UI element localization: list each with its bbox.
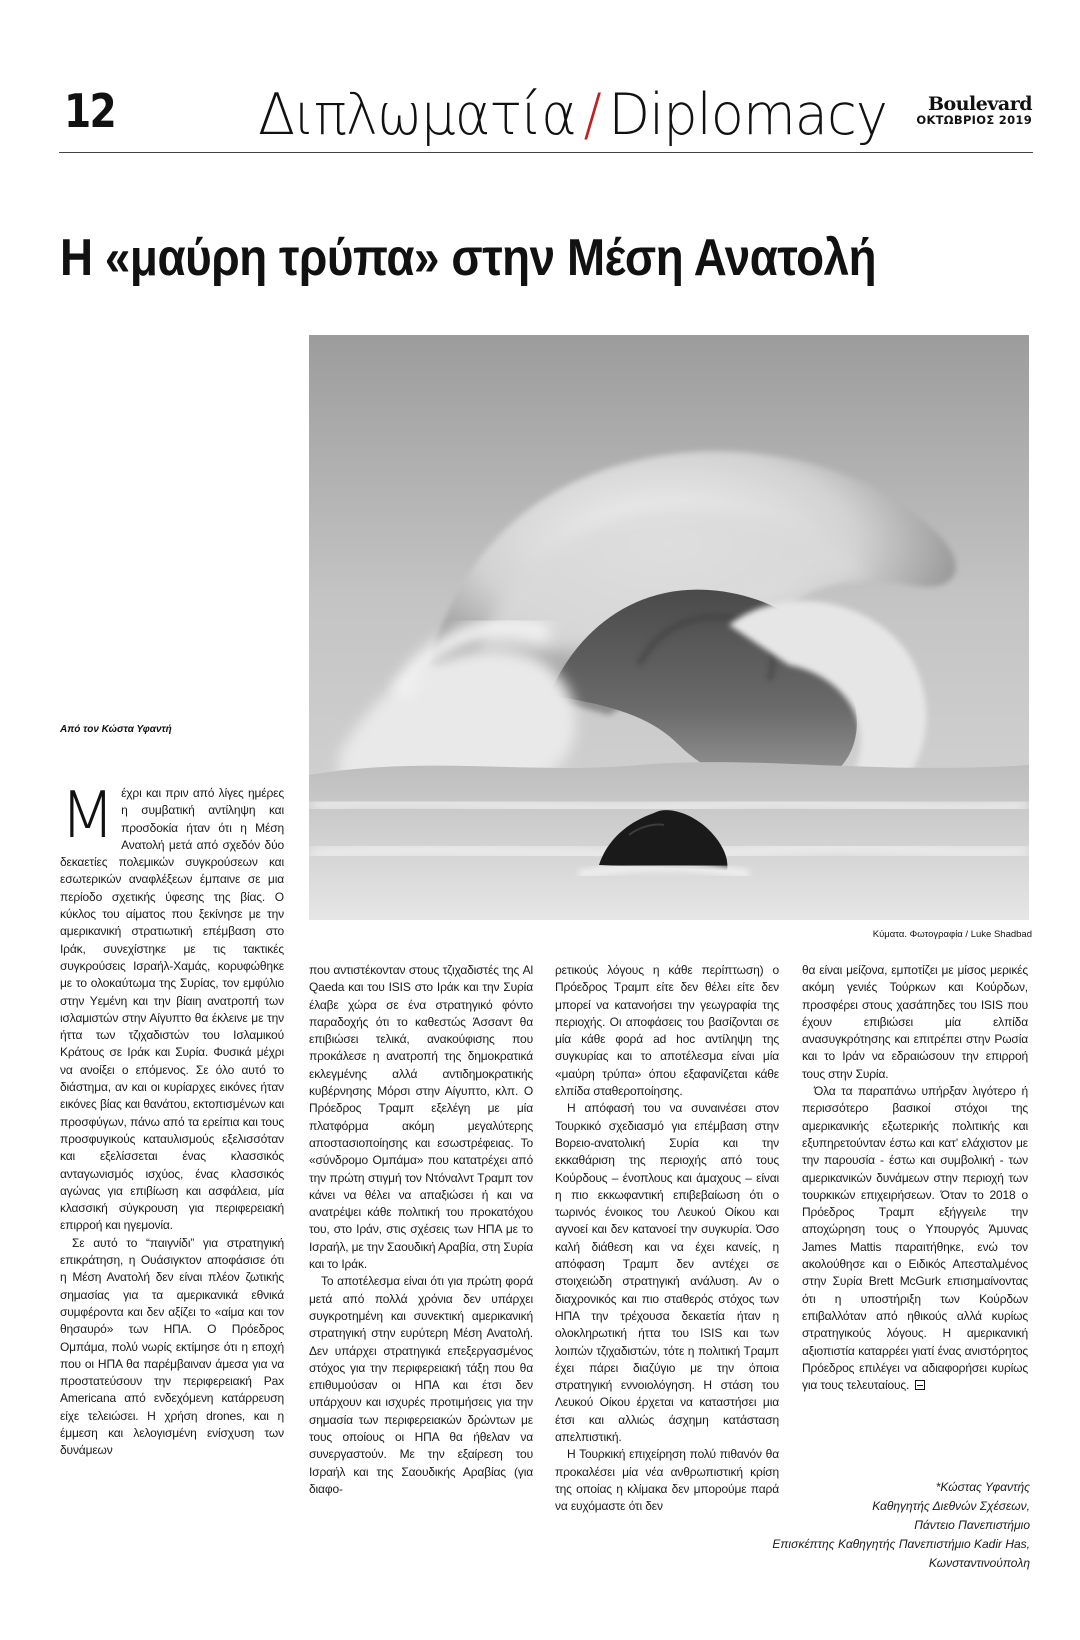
paragraph: έχρι και πριν από λίγες ημέρες η συμβατική αντίληψη και προσδοκία ήταν ότι η Μέση Ανατολή μετά από σχεδόν δύο δεκαετίες πολεμικών συγκρούσεων και εσωτερικών αναφλέξεων έμπαινε σε μια περίοδο σχετικής ύφεσης της βίας. Ο κύκλος του αίματος που ξεκίνησε με την αμερικανική στρατιωτική επέμβαση στο Ιράκ, συνεχίστηκε με τις τακτικές συγκρούσεις Ισραήλ-Χαμάς, κορυφώθηκε με το ολοκαύτωμα της Συρίας, τον εμφύλιο στην Υεμένη και την βίαιη ανατροπή των ισλαμιστών στην Αίγυπτο θα έκλεινε με την ήττα των τζιχαδιστών του Ισλαμικού Κράτους σε Ιράκ και Συρία. Φυσικά μέχρι να ανοίξει ο επόμενος. Σε όλο αυτό το διάστημα, αν και οι κυρίαρχες εικόνες ήταν εικόνες βίας και θανάτου, εκτοπισμένων και προσφύγων, πάνω από τα ερείπια και τους προσφυγικούς καταυλισμούς εξελισσόταν και εξελίσσεται ένας κλασσικός ανταγωνισμός ισχύος, ένας κλασσικός αγώνας για επιβίωση και ασφάλεια, μία κλασσική σύγκρουση για περιφερειακή επιρροή και ηγεμονία. <box>60 786 284 1233</box>
header-rule <box>59 152 1033 153</box>
author-visiting-affiliation: Επισκέπτης Καθηγητής Πανεπιστήμιο Kadir Has, Κωνσταντινούπολη <box>772 1537 1030 1570</box>
masthead <box>872 94 1032 127</box>
headline: Η «μαύρη τρύπα» στην Μέση Ανατολή <box>60 229 877 287</box>
paragraph: Η απόφασή του να συναινέσει στον Τουρκικό σχεδιασμό για επέμβαση στην Βορειο-ανατολική Συρία και την εκκαθάριση της περιοχής από τους Κούρδους – ένοπλους και άμαχους – είναι η πιο εκκωφαντική επιβεβαίωση ότι ο τωρινός ένοικος του Λευκού Οίκου και αγνοεί και δεν κατανοεί την συγκυρία. Όσο καλή διάθεση και να έχει κανείς, η απόφαση Τραμπ δεν αντέχει σε στοιχειώδη στρατηγική ανάλυση. Αν ο διαχρονικός και πιο σταθερός στόχος των ΗΠΑ την τρέχουσα δεκαετία ήταν η ολοκληρωτική ήττα του ISIS και των λοιπών τζιχαδιστών, τότε η πολιτική Τραμπ έχει πάρει διαζύγιο με την όποια στρατηγική εννοιολόγηση. Η στάση του Λευκού Οίκου έρχεται να καταστήσει μια έτσι και αλλιώς άσχημη κατάσταση απελπιστική. <box>555 1101 779 1445</box>
end-mark-icon <box>915 1380 925 1390</box>
author-signature <box>770 1478 1030 1573</box>
photo-caption: Κύματα. Φωτογραφία / Luke Shadbad <box>872 929 1032 940</box>
section-title-greek: Διπλωματία <box>258 82 576 148</box>
article-column-4 <box>802 962 1028 1394</box>
section-title-english: Diplomacy <box>608 82 887 148</box>
paragraph: θα είναι μείζονα, εμποτίζει με μίσος μερικές ακόμη γενιές Τούρκων και Κούρδων, προσφέρει στους χασάπηδες του ISIS που έχουν επιβιώσει μία ελπίδα ανασυγκρότησης και επιτρέπει στην Ρωσία και το Ιράν να εδραιώσουν την επιρροή τους στην Συρία. <box>802 963 1028 1081</box>
paragraph-text: Όλα τα παραπάνω υπήρξαν λιγότερο ή περισσότερο βασικοί στόχοι της αμερικανικής εξωτερικής πολιτικής και εξυπηρετούνταν έστω και κατ’ ελάχιστον με την παρουσία - έστω και συμβολική - των αμερικανικών δυνάμεων στην περιοχή των τουρκικών επιχειρήσεων. Όταν το 2018 ο Πρόεδρος Τραμπ εξήγγειλε την αποχώρηση τους ο Υπουργός Άμυνας James Mattis παραιτήθηκε, ενώ τον ακολούθησε και ο Ειδικός Απεσταλμένος στην Συρία Brett McGurk επισημαίνοντας ότι η υποστήριξη των Κούρδων επιβαλλόταν από ηθικούς αλλά κυρίως στρατηγικούς λόγους. Η αμερικανική αξιοπιστία καταρρέει γιατί ένας ανιστόρητος Πρόεδρος επιλέγει να αδιαφορήσει κυρίως για τους τελευταίους. <box>802 1084 1028 1393</box>
article-column-1 <box>60 779 284 1460</box>
paragraph: που αντιστέκονταν στους τζιχαδιστές της Al Qaeda και του ISIS στο Ιράκ και την Συρία έλαβε χώρα σε ένα στρατηγικό φόντο παραδοχής ότι το καθεστώς Άσσαντ θα επιβιώσει τελικά, ανακούφισης που προκάλεσε η ανατροπή της δημοκρατικά εκλεγμένης αλλά αντιδημοκρατικής κυβέρνησης Μόρσι στην Αίγυπτο, κλπ. Ο Πρόεδρος Τραμπ εξελέγη με μία πλατφόρμα ακόμη μεγαλύτερης αποστασιοποίησης και εσωστρέφειας. Το «σύνδρομο Ομπάμα» που κατατρέχει από την πρώτη στιγμή τον Ντόναλντ Τραμπ τον κάνει να θέλει να απαξιώσει ή και να ανατρέψει κάθε πολιτική του προκατόχου του, στο Ιράν, στις σχέσεις των ΗΠΑ με το Ισραήλ, με την Σαουδική Αραβία, στη Συρία και το Ιράκ. <box>309 963 533 1272</box>
paragraph: ρετικούς λόγους η κάθε περίπτωση) ο Πρόεδρος Τραμπ είτε δεν θέλει είτε δεν μπορεί να κατανοήσει την γεωγραφία της περιοχής. Οι αποφάσεις του βασίζονται σε μία κάθε φορά ad hoc αντίληψη της συγκυρίας και το αποτέλεσμα είναι μία «μαύρη τρύπα» όπου εξαφανίζεται κάθε ελπίδα σταθεροποίησης. <box>555 963 779 1099</box>
issue-date: ΟΚΤΩΒΡΙΟΣ 2019 <box>916 113 1032 127</box>
page-number: 12 <box>64 84 116 138</box>
article-column-3 <box>555 962 779 1516</box>
article-column-2 <box>309 962 533 1498</box>
paragraph <box>802 1083 1028 1394</box>
author-title: Καθηγητής Διεθνών Σχέσεων, <box>872 1499 1030 1513</box>
author-affiliation: Πάντειο Πανεπιστήμιο <box>914 1518 1030 1532</box>
author-name: *Κώστας Υφαντής <box>935 1480 1030 1494</box>
byline: Από τον Κώστα Υφαντή <box>60 723 172 735</box>
drop-cap: Μ <box>60 779 116 853</box>
paragraph: Το αποτέλεσμα είναι ότι για πρώτη φορά μετά από πολλά χρόνια δεν υπάρχει συγκροτημένη και συνεκτική αμερικανική στρατηγική στην ευρύτερη Μέση Ανατολή. Δεν υπάρχει στρατηγικά επεξεργασμένος στόχος για την περιφερειακή τάξη που θα επιθυμούσαν οι ΗΠΑ και έτσι δεν υπάρχουν και ισχυρές προτιμήσεις για την σημασία των περιφερειακών δρώντων με τους οποίους οι ΗΠΑ θα ήθελαν να συνεργαστούν. Με την εξαίρεση του Ισραήλ και της Σαουδικής Αραβίας (για διαφο- <box>309 1274 533 1496</box>
paragraph: Η Τουρκική επιχείρηση πολύ πιθανόν θα προκαλέσει μία νέα ανθρωπιστική κρίση της οποίας η κλίμακα δεν μπορούμε παρά να ευχόμαστε ότι δεν <box>555 1447 779 1514</box>
section-title <box>258 82 887 152</box>
section-slash: / <box>583 82 601 148</box>
brand-name: Boulevard <box>928 93 1032 115</box>
article-photo <box>309 335 1029 920</box>
paragraph: Σε αυτό το “παιγνίδι” για στρατηγική επικράτηση, η Ουάσιγκτον αποφάσισε ότι η Μέση Ανατολή δεν είναι πλέον ζωτικής σημασίας για τα αμερικανικά εθνικά συμφέροντα και δεν αξίζει το «αίμα και τον θησαυρό» των ΗΠΑ. Ο Πρόεδρος Ομπάμα, πολύ νωρίς εκτίμησε ότι η εποχή που οι ΗΠΑ θα παρέμβαιναν άμεσα για να προστατεύσουν την περιφερειακή Pax Americana από ενδεχόμενη κατάρρευση είχε τελειώσει. Η χρήση drones, και η έμμεση και λελογισμένη ενίσχυση των δυνάμεων <box>60 1235 284 1458</box>
